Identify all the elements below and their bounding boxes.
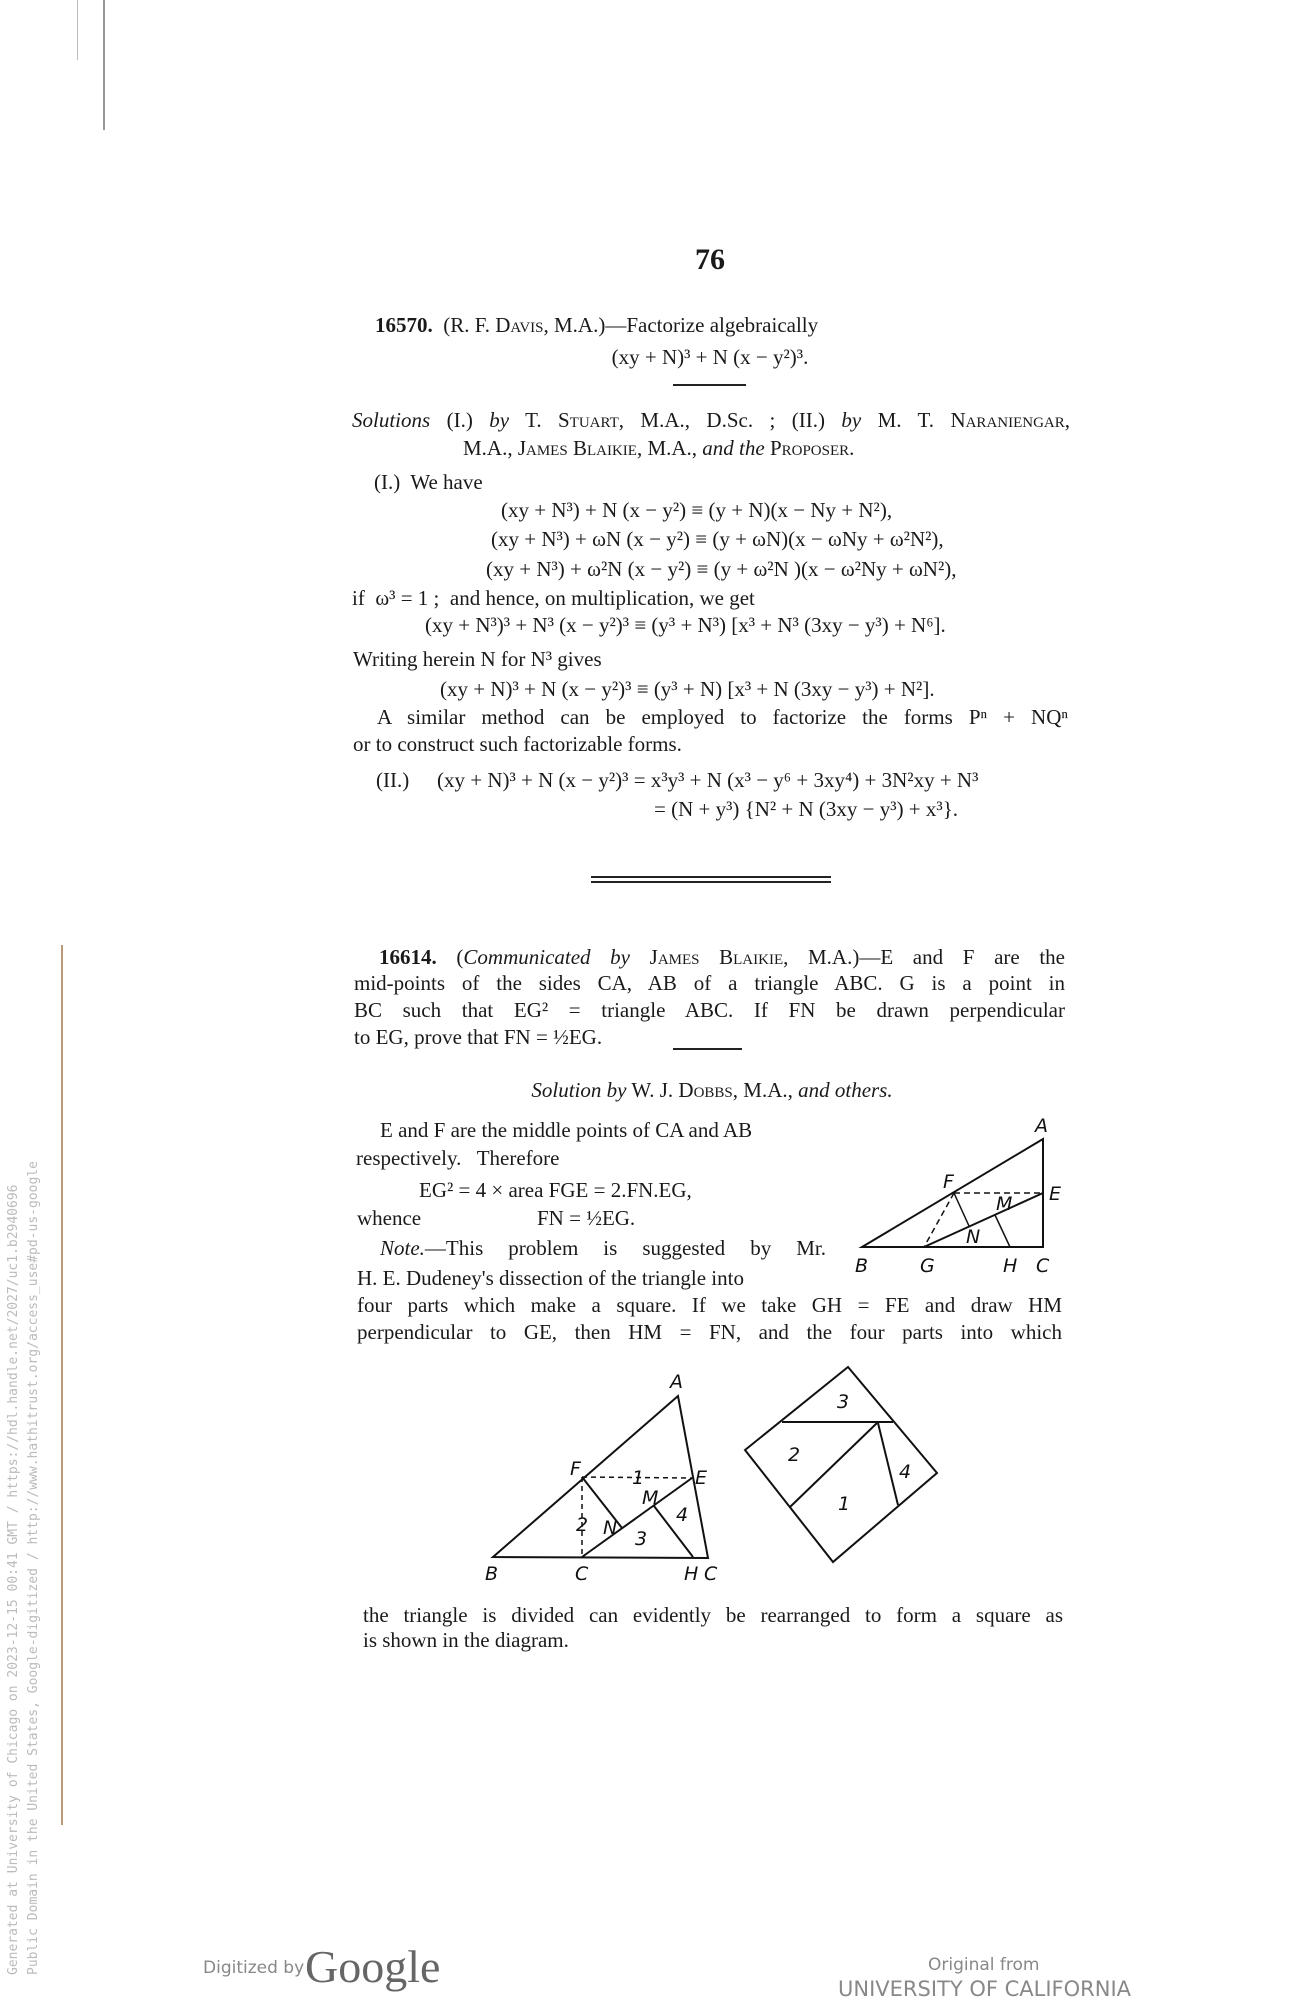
- text-segment: (I.): [430, 408, 490, 432]
- text-segment: four parts which make a square. If we take GH = FE and draw HM: [357, 1293, 1062, 1317]
- label-h: H: [684, 1563, 699, 1585]
- square-figure: [745, 1367, 937, 1562]
- text-segment: 16614.: [379, 945, 437, 969]
- text-segment: .: [849, 436, 855, 460]
- small-triangle-figure: [862, 1139, 1043, 1247]
- label-e: E: [1049, 1183, 1062, 1205]
- scan-edge-line: [77, 0, 78, 60]
- square-cut-diagonal: [790, 1423, 877, 1507]
- text-segment: E and F are the middle points of CA and AB: [380, 1118, 753, 1142]
- text-segment: EG² = 4 × area FGE = 2.FN.EG,: [419, 1178, 692, 1202]
- text-segment: [630, 945, 650, 969]
- final-line-1: [363, 1602, 1063, 1628]
- text-segment: Writing herein N for N³ gives: [353, 647, 602, 671]
- piece-2-label: 2: [576, 1514, 589, 1536]
- text-segment: (I.) We have: [374, 470, 483, 494]
- text-segment: Note.: [380, 1236, 425, 1260]
- large-figure-labels: [485, 1371, 718, 1585]
- text-segment: , M.A.,: [732, 1078, 799, 1102]
- text-segment: Communicated by: [463, 945, 630, 969]
- label-f: F: [943, 1171, 954, 1193]
- text-segment: if ω³ = 1 ; and hence, on multiplication, we get: [352, 586, 755, 610]
- text-segment: Solution by: [531, 1078, 627, 1102]
- solution-byline: [412, 1077, 1012, 1103]
- similar-method-2: [353, 731, 682, 757]
- solution-ii-label: [376, 767, 409, 793]
- text-segment: = (N + y³) {N² + N (3xy − y³) + x³}.: [654, 797, 959, 821]
- text-segment: 16570.: [375, 313, 433, 337]
- solution-equation: [419, 1177, 692, 1203]
- section-double-rule: [591, 876, 831, 878]
- final-line-2: [363, 1627, 569, 1653]
- label-b: B: [855, 1255, 869, 1277]
- text-segment: Proposer: [769, 436, 850, 460]
- segment-ce: [582, 1478, 692, 1557]
- equation-4: [425, 612, 946, 638]
- piece-4-label: 4: [676, 1504, 689, 1526]
- square-outline: [745, 1367, 937, 1562]
- equation-5: [440, 676, 935, 702]
- text-segment: (xy + N³) + ωN (x − y²) ≡ (y + ωN)(x − ωNy + ω²N²),: [491, 527, 944, 551]
- text-segment: and the: [702, 436, 765, 460]
- short-rule: [673, 1048, 742, 1050]
- text-segment: M. T.: [861, 408, 951, 432]
- digitized-by-label: Digitized by: [203, 1958, 305, 1978]
- equation-6: [437, 767, 978, 793]
- solution-whence: [357, 1205, 421, 1231]
- label-f: F: [570, 1458, 581, 1480]
- scan-binding-line: [61, 945, 63, 1825]
- text-segment: (xy + N)³ + N (x − y²)³ = x³y³ + N (x³ − y⁶ + 3xy⁴) + 3N²xy + N³: [437, 768, 979, 792]
- segment-hm: [995, 1215, 1010, 1247]
- note-line-2: [357, 1265, 744, 1291]
- square-piece-2-label: 2: [788, 1444, 801, 1466]
- label-b: B: [485, 1563, 499, 1585]
- label-n: N: [603, 1517, 618, 1539]
- institution-name: UNIVERSITY OF CALIFORNIA: [838, 1977, 1132, 2001]
- segment-fg: [924, 1193, 954, 1247]
- text-segment: ,: [1064, 408, 1071, 432]
- original-from-label: Original from: [928, 1955, 1040, 1975]
- text-segment: and others.: [798, 1078, 893, 1102]
- label-n: N: [966, 1226, 981, 1248]
- segment-ge: [924, 1193, 1043, 1247]
- writing-herein: [353, 646, 602, 672]
- text-segment: Stuart: [558, 408, 619, 432]
- label-m: M: [996, 1193, 1013, 1215]
- segment-fn: [954, 1193, 969, 1226]
- text-segment: , M.A., D.Sc. ; (II.): [618, 408, 842, 432]
- text-segment: (xy + N)³ + N (x − y²)³.: [611, 345, 809, 369]
- google-logo: Google: [305, 1941, 441, 1992]
- omega-condition: [352, 585, 755, 611]
- label-c: C: [704, 1563, 718, 1585]
- label-m: M: [642, 1487, 659, 1509]
- text-segment: the triangle is divided can evidently be rearranged to form a square as: [363, 1603, 1063, 1627]
- problem-16570-expression: [510, 344, 910, 370]
- text-segment: , M.A.)—Factorize algebraically: [543, 313, 819, 337]
- label-h: H: [1003, 1255, 1018, 1277]
- square-figure-labels: [788, 1391, 911, 1515]
- text-segment: respectively. Therefore: [356, 1146, 560, 1170]
- note-line-4: [357, 1319, 1062, 1345]
- text-segment: or to construct such factorizable forms.: [353, 732, 682, 756]
- square-piece-3-label: 3: [837, 1391, 850, 1413]
- similar-method-1: [377, 704, 1068, 730]
- text-segment: H. E. Dudeney's dissection of the triangle into: [357, 1266, 744, 1290]
- text-segment: perpendicular to GE, then HM = FN, and the four parts into which: [357, 1320, 1062, 1344]
- square-piece-4-label: 4: [899, 1461, 912, 1483]
- small-figure-labels: [855, 1115, 1061, 1277]
- text-segment: mid-points of the sides CA, AB of a triangle ABC. G is a point in: [354, 971, 1065, 995]
- equation-7: [654, 796, 958, 822]
- label-c: C: [1036, 1255, 1050, 1277]
- text-segment: is shown in the diagram.: [363, 1628, 569, 1652]
- label-a: A: [670, 1371, 683, 1393]
- text-segment: Naraniengar: [950, 408, 1065, 432]
- text-segment: W. J.: [626, 1078, 679, 1102]
- text-segment: (xy + N³) + ω²N (x − y²) ≡ (y + ω²N )(x − ω²Ny + ωN²),: [486, 557, 957, 581]
- triangle-abc: [862, 1139, 1043, 1247]
- text-segment: Davis: [495, 313, 544, 337]
- text-segment: , M.A.,: [636, 436, 703, 460]
- text-segment: to EG, prove that FN = ½EG.: [354, 1025, 603, 1049]
- solutions-byline-2: [463, 435, 854, 461]
- note-line-3: [357, 1292, 1062, 1318]
- square-cut-right: [878, 1423, 898, 1505]
- equation-2: [491, 526, 944, 552]
- section-double-rule: [591, 881, 831, 883]
- text-segment: BC such that EG² = triangle ABC. If FN be drawn perpendicular: [354, 998, 1065, 1022]
- text-segment: James Blaikie: [517, 436, 637, 460]
- text-segment: by: [841, 408, 862, 432]
- text-segment: A similar method can be employed to factorize the forms Pⁿ + NQⁿ: [377, 705, 1068, 729]
- text-segment: T.: [509, 408, 558, 432]
- segment-mh: [654, 1506, 693, 1557]
- note-line-1: [380, 1235, 826, 1261]
- problem-16614-line-3: [354, 997, 1065, 1023]
- label-g: C: [575, 1563, 589, 1585]
- short-rule: [673, 384, 746, 386]
- watermark-line-1: Generated at University of Chicago on 2023-12-15 00:41 GMT / https://hdl.handle.net/2027/uc1.b2940696: [6, 1184, 21, 1975]
- text-segment: , M.A.)—E and F are the: [783, 945, 1066, 969]
- text-segment: whence: [357, 1206, 422, 1230]
- text-segment: (: [436, 945, 464, 969]
- solutions-byline-1: [352, 407, 1070, 433]
- problem-16570-heading: [375, 312, 818, 338]
- triangle-abc: [493, 1396, 708, 1558]
- problem-16614-line-1: [379, 944, 1065, 970]
- text-segment: (R. F.: [432, 313, 496, 337]
- large-triangle-figure: [493, 1396, 708, 1558]
- segment-fe: [582, 1477, 692, 1478]
- piece-1-label: 1: [632, 1467, 645, 1489]
- solution-para-1: [380, 1117, 752, 1143]
- square-piece-1-label: 1: [838, 1493, 851, 1515]
- text-segment: M.A.,: [463, 436, 518, 460]
- solution-para-2: [356, 1145, 559, 1171]
- text-segment: (xy + N³)³ + N³ (x − y²)³ ≡ (y³ + N³) [x³ + N³ (3xy − y³) + N⁶].: [425, 613, 946, 637]
- segment-fn: [582, 1477, 622, 1528]
- text-segment: (xy + N³) + N (x − y²) ≡ (y + N)(x − Ny + N²),: [501, 498, 893, 522]
- text-segment: by: [489, 408, 510, 432]
- problem-16614-line-2: [354, 970, 1065, 996]
- text-segment: Solutions: [352, 408, 431, 432]
- equation-1: [501, 497, 892, 523]
- label-e: E: [695, 1467, 708, 1489]
- page-number: 76: [695, 243, 725, 276]
- text-segment: (II.): [376, 768, 410, 792]
- watermark-line-2: Public Domain in the United States, Google-digitized / http://www.hathitrust.org/access_use#pd-us-google: [26, 1161, 41, 1975]
- text-segment: (xy + N)³ + N (x − y²)³ ≡ (y³ + N) [x³ + N (3xy − y³) + N²].: [440, 677, 935, 701]
- equation-3: [486, 556, 957, 582]
- piece-3-label: 3: [635, 1528, 648, 1550]
- text-segment: Dobbs: [678, 1078, 733, 1102]
- solution-i-intro: [374, 469, 483, 495]
- label-a: A: [1035, 1115, 1048, 1137]
- solution-result: [537, 1205, 635, 1231]
- label-g: G: [920, 1255, 935, 1277]
- scan-edge-line: [103, 0, 105, 130]
- text-segment: —This problem is suggested by Mr.: [424, 1236, 826, 1260]
- text-segment: FN = ½EG.: [537, 1206, 636, 1230]
- text-segment: James Blaikie: [649, 945, 784, 969]
- problem-16614-line-4: [354, 1024, 602, 1050]
